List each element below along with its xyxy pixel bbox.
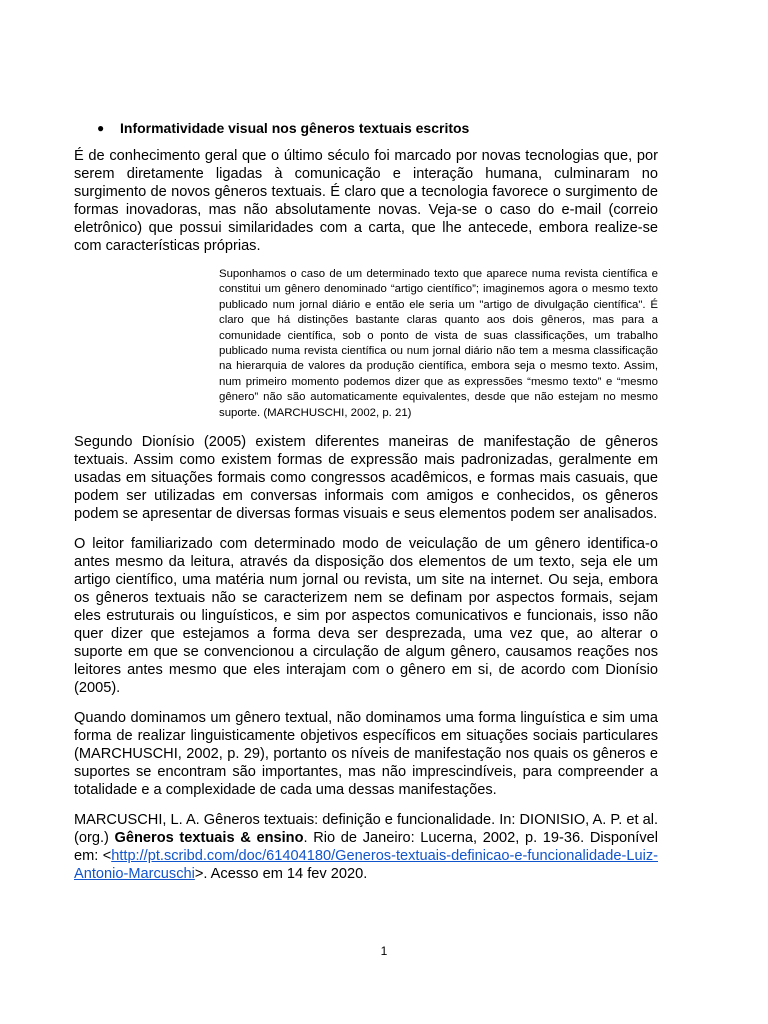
paragraph-3: O leitor familiarizado com determinado modo de veiculação de um gênero identifica-o antes mesmo da leitura, através da disposição dos elementos de um texto, seja ele um artigo científico, uma matéria num jornal ou revista, um site na internet. Ou seja, embora os gêneros textuais não se caracterizem nem se definam por aspectos formais, sejam eles estruturais ou linguísticos, e sim por aspectos comunicativos e funcionais, isso não quer dizer que estejamos a forma deva ser desprezada, uma vez que, ao alterar o suporte em que se convencionou a circulação de algum gênero, causamos reações nos leitores antes mesmo que eles interajam com o gênero em si, de acordo com Dionísio (2005). <box>74 536 658 697</box>
reference-entry <box>74 811 658 883</box>
document-page <box>74 118 658 883</box>
page-number: 1 <box>380 944 388 958</box>
reference-part-1: MARCUSCHI, L. A. Gêneros textuais: definição e funcionalidade. In: DIONISIO, A. P. et al. (org.) <box>74 812 658 847</box>
section-heading <box>74 118 658 138</box>
section-heading-text: Informatividade visual nos gêneros textuais escritos <box>120 120 470 136</box>
block-quote: Suponhamos o caso de um determinado texto que aparece numa revista científica e constitui um gênero denominado “artigo científico”; imaginemos agora o mesmo texto publicado num jornal diário e então ele seria um "artigo de divulgação científica". É claro que há distinções bastante claras quanto aos dois gêneros, mas para a comunidade científica, sob o ponto de vista de suas classificações, um trabalho publicado numa revista científica ou num jornal diário não tem a mesma classificação na hierarquia de valores da produção científica, embora seja o mesmo texto. Assim, num primeiro momento podemos dizer que as expressões “mesmo texto” e “mesmo gênero” não são automaticamente equivalentes, desde que não estejam no mesmo suporte. (MARCHUSCHI, 2002, p. 21) <box>219 268 658 419</box>
reference-book-title: Gêneros textuais & ensino <box>114 830 304 847</box>
paragraph-1: É de conhecimento geral que o último século foi marcado por novas tecnologias que, por serem diretamente ligadas à comunicação e interação humana, culminaram no surgimento de novos gêneros textuais. É claro que a tecnologia favorece o surgimento de formas inovadoras, mas não absolutamente novas. Veja-se o caso do e-mail (correio eletrônico) que possui similaridades com a carta, que lhe antecede, embora realize-se com características próprias. <box>74 148 658 254</box>
reference-link[interactable]: http://pt.scribd.com/doc/61404180/Generos-textuais-definicao-e-funcionalidade-Luiz-Antonio-Marcuschi <box>74 848 658 883</box>
paragraph-4: Quando dominamos um gênero textual, não dominamos uma forma linguística e sim uma forma de realizar linguisticamente objetivos específicos em situações sociais particulares (MARCHUSCHI, 2002, p. 29), portanto os níveis de manifestação nos quais os gêneros e suportes se encontram são importantes, mas não imprescindíveis, para compreender a totalidade e a complexidade de cada uma dessas manifestações. <box>74 710 658 799</box>
bullet-icon: ● <box>97 121 105 135</box>
reference-part-2: . Rio de Janeiro: Lucerna, 2002, p. 19-36. Disponível em: < <box>74 830 658 865</box>
reference-part-3: >. Acesso em 14 fev 2020. <box>194 866 368 883</box>
paragraph-2: Segundo Dionísio (2005) existem diferentes maneiras de manifestação de gêneros textuais. Assim como existem formas de expressão mais padronizadas, geralmente em usadas em situações formais como congressos acadêmicos, e formas mais casuais, que podem ser utilizadas em conversas informais com amigos e conhecidos, os gêneros podem se apresentar de diversas formas visuais e seus elementos podem ser analisados. <box>74 434 658 523</box>
